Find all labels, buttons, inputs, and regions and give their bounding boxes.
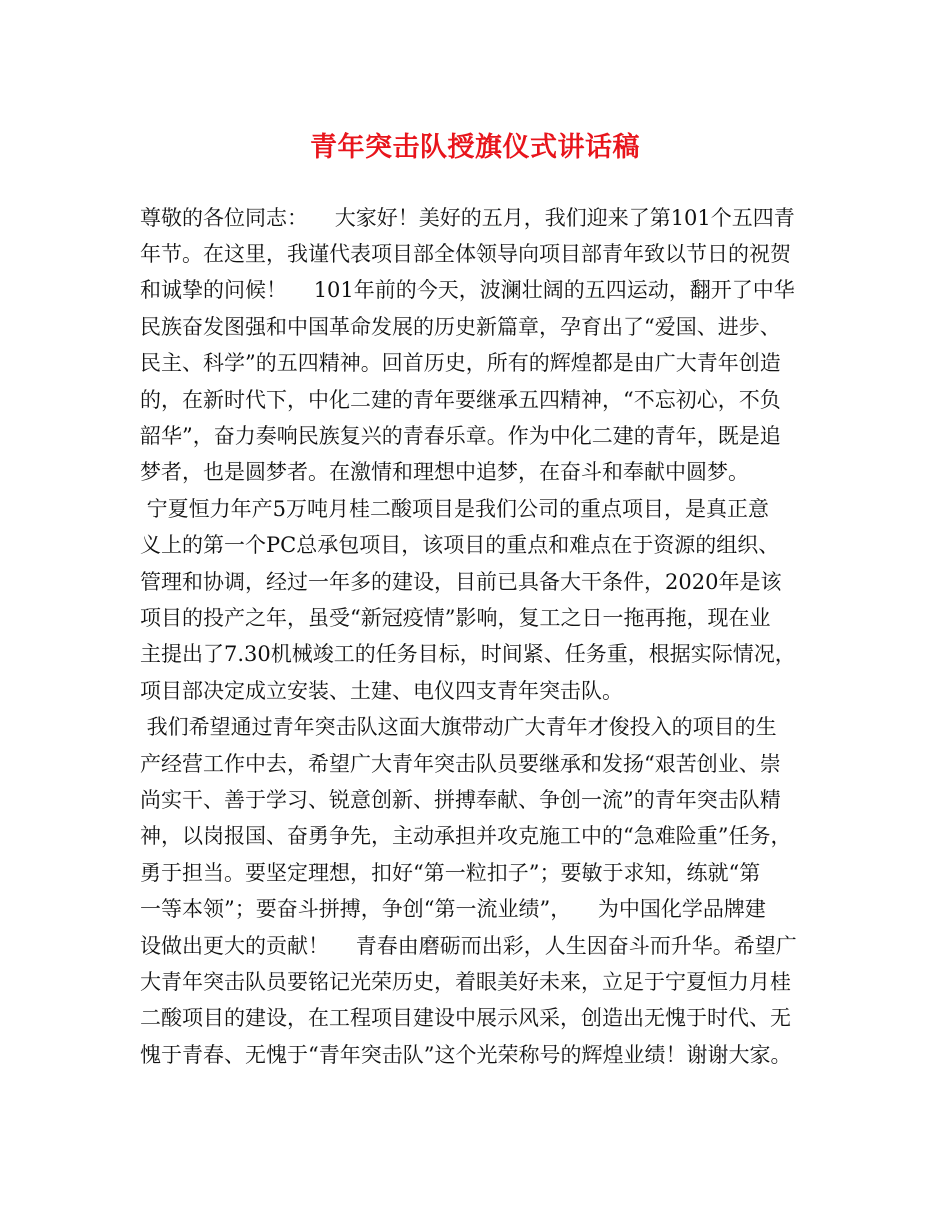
body-line: 尊敬的各位同志： 大家好！美好的五月，我们迎来了第101个五四青 xyxy=(140,206,795,230)
body-line: 和诚挚的问候！ 101年前的今天，波澜壮阔的五四运动，翻开了中华 xyxy=(140,278,795,302)
body-line: 主提出了7.30机械竣工的任务目标，时间紧、任务重，根据实际情况， xyxy=(140,642,796,666)
body-line: 管理和协调，经过一年多的建设，目前已具备大干条件，2020年是该 xyxy=(140,570,782,594)
body-line: 宁夏恒力年产5万吨月桂二酸项目是我们公司的重点项目，是真正意 xyxy=(140,497,770,521)
body-line: 项目的投产之年，虽受“新冠疫情”影响，复工之日一拖再拖，现在业 xyxy=(140,606,771,630)
body-line: 设做出更大的贡献！ 青春由磨砺而出彩，人生因奋斗而升华。希望广 xyxy=(140,934,797,958)
document-title: 青年突击队授旗仪式讲话稿 xyxy=(310,132,640,163)
body-line: 大青年突击队员要铭记光荣历史，着眼美好未来，立足于宁夏恒力月桂 xyxy=(140,970,791,994)
body-line: 产经营工作中去，希望广大青年突击队员要继承和发扬“艰苦创业、崇 xyxy=(140,752,781,776)
body-line: 神，以岗报国、奋勇争先，主动承担并攻克施工中的“急难险重”任务， xyxy=(140,824,792,848)
body-line: 愧于青春、无愧于“青年突击队”这个光荣称号的辉煌业绩！谢谢大家。 xyxy=(140,1043,792,1067)
body-line: 民主、科学”的五四精神。回首历史，所有的辉煌都是由广大青年创造 xyxy=(140,351,781,375)
body-line: 二酸项目的建设，在工程项目建设中展示风采，创造出无愧于时代、无 xyxy=(140,1006,791,1030)
body-line: 年节。在这里，我谨代表项目部全体领导向项目部青年致以节日的祝贺 xyxy=(140,242,791,266)
body-line: 项目部决定成立安装、土建、电仪四支青年突击队。 xyxy=(140,679,623,703)
body-line: 民族奋发图强和中国革命发展的历史新篇章，孕育出了“爱国、进步、 xyxy=(140,315,781,339)
body-line: 我们希望通过青年突击队这面大旗带动广大青年才俊投入的项目的生 xyxy=(140,715,777,739)
body-line: 韶华”，奋力奏响民族复兴的青春乐章。作为中化二建的青年，既是追 xyxy=(140,424,781,448)
body-line: 勇于担当。要坚定理想，扣好“第一粒扣子”；要敏于求知，练就“第 xyxy=(140,861,761,885)
body-line: 义上的第一个PC总承包项目，该项目的重点和难点在于资源的组织、 xyxy=(140,533,780,557)
body-line: 一等本领”；要奋斗拼搏，争创“第一流业绩”， 为中国化学品牌建 xyxy=(140,897,766,921)
body-line: 尚实干、善于学习、锐意创新、拼搏奉献、争创一流”的青年突击队精 xyxy=(140,788,781,812)
body-line: 梦者，也是圆梦者。在激情和理想中追梦，在奋斗和奉献中圆梦。 xyxy=(140,460,749,484)
body-line: 的，在新时代下，中化二建的青年要继承五四精神，“不忘初心，不负 xyxy=(140,388,781,412)
